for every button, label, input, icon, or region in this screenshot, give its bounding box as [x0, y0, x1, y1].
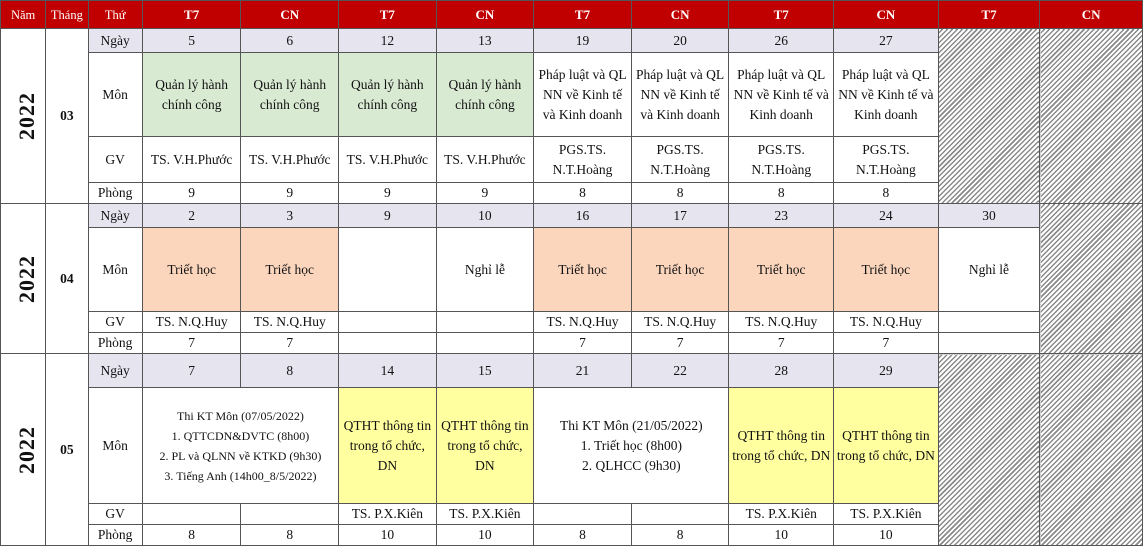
teacher-cell: [142, 504, 241, 525]
room-label: Phòng: [88, 333, 142, 354]
room-cell: 10: [834, 525, 939, 546]
date-row: [1, 354, 1143, 388]
date-cell: 8: [241, 354, 339, 388]
date-label: Ngày: [88, 204, 142, 228]
subject-cell: Quản lý hành chính công: [339, 53, 437, 137]
date-cell: 28: [729, 354, 834, 388]
date-cell: 10: [436, 204, 534, 228]
room-cell: 9: [339, 183, 437, 204]
date-cell: 30: [938, 204, 1040, 228]
subject-label: Môn: [88, 228, 142, 312]
date-cell: 15: [436, 354, 534, 388]
header-day: CN: [1040, 1, 1143, 29]
date-cell: 14: [339, 354, 437, 388]
room-cell: 9: [142, 183, 241, 204]
exam-line: 1. Triết học (8h00): [580, 437, 682, 453]
date-cell: 29: [834, 354, 939, 388]
teacher-cell: [534, 504, 632, 525]
teacher-cell: PGS.TS. N.T.Hoàng: [729, 137, 834, 183]
teacher-label: GV: [88, 137, 142, 183]
room-cell: [938, 333, 1040, 354]
year-cell: 2022: [1, 204, 46, 354]
header-day: CN: [631, 1, 729, 29]
header-day: T7: [729, 1, 834, 29]
room-cell: 7: [241, 333, 339, 354]
subject-cell: QTHT thông tin trong tổ chức, DN: [834, 388, 939, 504]
room-cell: 8: [631, 525, 729, 546]
year-cell: 2022: [1, 354, 46, 546]
header-day: T7: [534, 1, 632, 29]
date-cell: 27: [834, 29, 939, 53]
date-cell: 24: [834, 204, 939, 228]
room-cell: 9: [436, 183, 534, 204]
subject-cell: Triết học: [729, 228, 834, 312]
room-cell: 7: [631, 333, 729, 354]
date-row: [1, 29, 1143, 53]
date-cell: 22: [631, 354, 729, 388]
date-cell: 5: [142, 29, 241, 53]
teacher-cell: TS. P.X.Kiên: [834, 504, 939, 525]
subject-cell: Triết học: [142, 228, 241, 312]
header-day: T7: [339, 1, 437, 29]
teacher-cell: TS. V.H.Phước: [339, 137, 437, 183]
date-cell: 9: [339, 204, 437, 228]
teacher-cell: TS. N.Q.Huy: [534, 312, 632, 333]
teacher-cell: [631, 504, 729, 525]
teacher-cell: [241, 504, 339, 525]
subject-label: Môn: [88, 388, 142, 504]
teacher-cell: TS. V.H.Phước: [241, 137, 339, 183]
room-cell: 7: [834, 333, 939, 354]
month-cell: 05: [46, 354, 88, 546]
hatched-cell: [1040, 354, 1143, 546]
date-cell: 7: [142, 354, 241, 388]
date-cell: 6: [241, 29, 339, 53]
header-weekday: Thứ: [88, 1, 142, 29]
subject-cell: Triết học: [834, 228, 939, 312]
subject-cell: Pháp luật và QL NN về Kinh tế và Kinh doanh: [534, 53, 632, 137]
year-cell: 2022: [1, 29, 46, 204]
room-cell: 10: [339, 525, 437, 546]
header-day: T7: [142, 1, 241, 29]
teacher-cell: PGS.TS. N.T.Hoàng: [534, 137, 632, 183]
exam-line: 2. QLHCC (9h30): [582, 457, 681, 473]
room-cell: 7: [729, 333, 834, 354]
hatched-cell: [1040, 29, 1143, 204]
subject-cell: QTHT thông tin trong tổ chức, DN: [339, 388, 437, 504]
header-row: [1, 1, 1143, 29]
teacher-cell: [436, 312, 534, 333]
room-cell: 8: [534, 183, 632, 204]
subject-cell: Nghỉ lễ: [436, 228, 534, 312]
teacher-cell: TS. N.Q.Huy: [631, 312, 729, 333]
header-month: Tháng: [46, 1, 88, 29]
teacher-label: GV: [88, 504, 142, 525]
room-cell: 7: [142, 333, 241, 354]
subject-cell: Triết học: [631, 228, 729, 312]
room-cell: 7: [534, 333, 632, 354]
teacher-cell: TS. P.X.Kiên: [436, 504, 534, 525]
teacher-cell: PGS.TS. N.T.Hoàng: [631, 137, 729, 183]
month-cell: 03: [46, 29, 88, 204]
date-label: Ngày: [88, 354, 142, 388]
date-cell: 23: [729, 204, 834, 228]
date-cell: 21: [534, 354, 632, 388]
teacher-cell: [938, 312, 1040, 333]
month-cell: 04: [46, 204, 88, 354]
teacher-cell: [339, 312, 437, 333]
teacher-label: GV: [88, 312, 142, 333]
teacher-cell: TS. V.H.Phước: [142, 137, 241, 183]
room-cell: 10: [436, 525, 534, 546]
header-day: CN: [241, 1, 339, 29]
date-cell: 26: [729, 29, 834, 53]
date-row: [1, 204, 1143, 228]
exam-notice-cell: [142, 388, 338, 504]
date-cell: 20: [631, 29, 729, 53]
hatched-cell: [938, 354, 1040, 546]
date-cell: 17: [631, 204, 729, 228]
room-label: Phòng: [88, 525, 142, 546]
exam-title: Thi KT Môn (07/05/2022): [177, 408, 304, 423]
subject-cell: Quản lý hành chính công: [142, 53, 241, 137]
subject-cell: QTHT thông tin trong tổ chức, DN: [436, 388, 534, 504]
room-label: Phòng: [88, 183, 142, 204]
date-cell: 12: [339, 29, 437, 53]
header-day: CN: [436, 1, 534, 29]
exam-notice-cell: [534, 388, 729, 504]
subject-cell: Quản lý hành chính công: [436, 53, 534, 137]
date-cell: 19: [534, 29, 632, 53]
exam-line: 2. PL và QLNN về KTKD (9h30): [159, 448, 322, 463]
date-cell: 13: [436, 29, 534, 53]
room-cell: 9: [241, 183, 339, 204]
header-day: T7: [938, 1, 1040, 29]
room-cell: [339, 333, 437, 354]
room-cell: 8: [729, 183, 834, 204]
subject-cell: Pháp luật và QL NN về Kinh tế và Kinh doanh: [729, 53, 834, 137]
room-row: [1, 333, 1143, 354]
subject-row: [1, 228, 1143, 312]
room-cell: 8: [142, 525, 241, 546]
teacher-cell: TS. N.Q.Huy: [142, 312, 241, 333]
teacher-cell: TS. P.X.Kiên: [729, 504, 834, 525]
hatched-cell: [1040, 204, 1143, 354]
header-day: CN: [834, 1, 939, 29]
room-cell: 8: [534, 525, 632, 546]
hatched-cell: [938, 29, 1040, 204]
date-cell: 2: [142, 204, 241, 228]
header-year: Năm: [1, 1, 46, 29]
subject-cell: Triết học: [241, 228, 339, 312]
date-cell: 3: [241, 204, 339, 228]
date-cell: 16: [534, 204, 632, 228]
subject-cell: Pháp luật và QL NN về Kinh tế và Kinh doanh: [631, 53, 729, 137]
teacher-cell: TS. P.X.Kiên: [339, 504, 437, 525]
subject-cell: QTHT thông tin trong tổ chức, DN: [729, 388, 834, 504]
teacher-cell: TS. N.Q.Huy: [729, 312, 834, 333]
teacher-row: [1, 312, 1143, 333]
subject-cell: Nghỉ lễ: [938, 228, 1040, 312]
subject-label: Môn: [88, 53, 142, 137]
date-label: Ngày: [88, 29, 142, 53]
room-cell: 10: [729, 525, 834, 546]
room-cell: 8: [834, 183, 939, 204]
room-cell: 8: [631, 183, 729, 204]
teacher-cell: TS. N.Q.Huy: [834, 312, 939, 333]
subject-cell: Quản lý hành chính công: [241, 53, 339, 137]
room-cell: 8: [241, 525, 339, 546]
teacher-cell: PGS.TS. N.T.Hoàng: [834, 137, 939, 183]
exam-line: 3. Tiếng Anh (14h00_8/5/2022): [164, 468, 317, 483]
subject-cell: [339, 228, 437, 312]
exam-line: 1. QTTCDN&DVTC (8h00): [171, 428, 310, 443]
room-cell: [436, 333, 534, 354]
exam-title: Thi KT Môn (21/05/2022): [560, 417, 703, 433]
subject-cell: Triết học: [534, 228, 632, 312]
teacher-cell: TS. N.Q.Huy: [241, 312, 339, 333]
teacher-cell: TS. V.H.Phước: [436, 137, 534, 183]
subject-cell: Pháp luật và QL NN về Kinh tế và Kinh doanh: [834, 53, 939, 137]
